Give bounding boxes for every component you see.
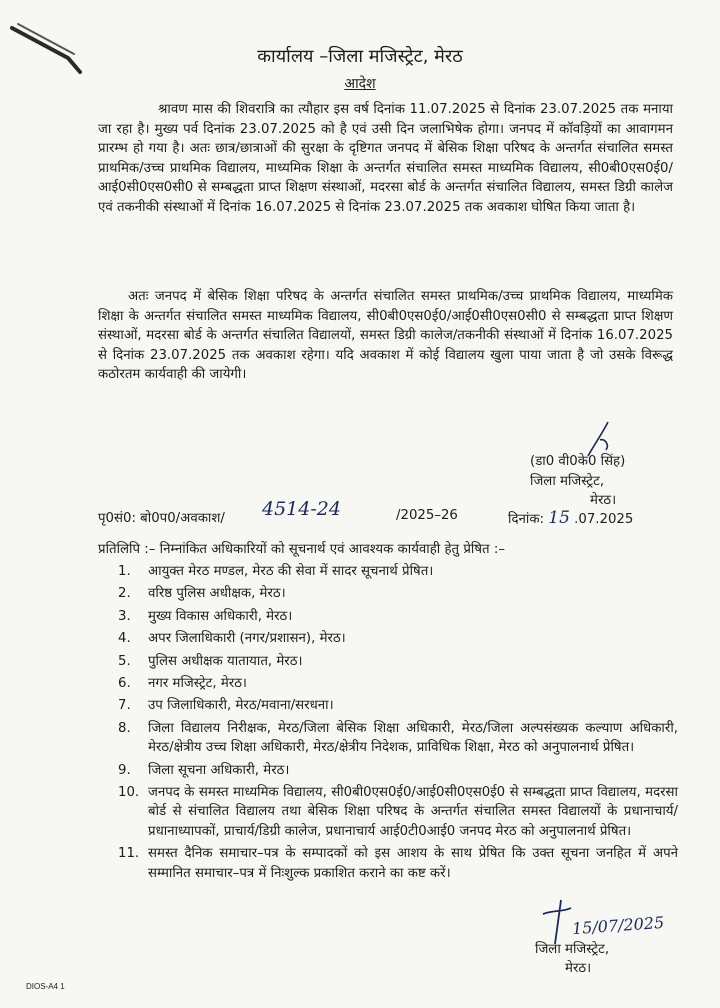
signatory-name: (डा0 वी0के0 सिंह): [530, 454, 626, 469]
order-title: आदेश: [344, 76, 376, 92]
list-item: [98, 674, 678, 693]
list-item: [98, 629, 678, 648]
list-item-text: जिला विद्यालय निरीक्षक, मेरठ/जिला बेसिक शिक्षा अधिकारी, मेरठ/जिला अल्पसंख्यक कल्याण अधिकारी, मेरठ/क्षेत्रीय उच्च शिक्षा अधिकारी, मेरठ/क्षेत्रीय निदेशक, प्राविधिक शिक्षा, मेरठ को अनुपालनार्थ प्रेषित।: [148, 720, 678, 756]
footer-code: DIOS-A4 1: [26, 982, 65, 991]
signatory-place: मेरठ।: [590, 493, 617, 508]
date-rest: .07.2025: [574, 512, 634, 527]
list-item: [98, 761, 678, 780]
date-day-handwritten: 15: [548, 508, 570, 528]
copy-list: [98, 562, 678, 886]
reference-prefix: पृ0सं0: बो0प0/अवकाश/: [98, 511, 225, 526]
list-item: [98, 783, 678, 841]
list-item: [98, 584, 678, 603]
list-item-text: मुख्य विकास अधिकारी, मेरठ।: [148, 608, 293, 624]
signatory-designation-2: जिला मजिस्ट्रेट,: [535, 942, 610, 957]
list-item-number: 5.: [118, 653, 131, 669]
signatory-designation: जिला मजिस्ट्रेट,: [530, 473, 605, 489]
list-item-number: 6.: [118, 676, 131, 692]
list-item: [98, 719, 678, 758]
order-paragraph-1: श्रावण मास की शिवरात्रि का त्यौहार इस वर्ष दिनांक 11.07.2025 से दिनांक 23.07.2025 तक मनाया जा रहा है। मुख्य पर्व दिनांक 23.07.2025 को है एवं उसी दिन जलाभिषेक होगा। जनपद में कॉवड़ियों का आवागमन प्रारम्भ हो गया है। अतः छात्र/छात्राओं की सुरक्षा के दृष्टिगत जनपद में बेसिक शिक्षा परिषद के अन्तर्गत संचालित समस्त प्राथमिक/उच्च प्राथमिक विद्यालय, माध्यमिक शिक्षा के अन्तर्गत संचालित समस्त माध्यमिक विद्यालय, सी0बी0एस0ई0/आई0सी0एस0सी0 से सम्बद्धता प्राप्त शिक्षण संस्थाओं, मदरसा बोर्ड के अन्तर्गत संचालित विद्यालय, समस्त डिग्री कालेज एवं तकनीकी संस्थाओं में दिनांक 16.07.2025 से दिनांक 23.07.2025 तक अवकाश घोषित किया जाता है।: [98, 102, 673, 215]
list-item-text: आयुक्त मेरठ मण्डल, मेरठ की सेवा में सादर सूचनार्थ प्रेषित।: [148, 564, 434, 579]
list-item-text: जिला सूचना अधिकारी, मेरठ।: [148, 762, 290, 778]
signature-block: [530, 452, 625, 511]
reference-date: [508, 508, 633, 528]
list-item-text: समस्त दैनिक समाचार–पत्र के सम्पादकों को इस आशय के साथ प्रेषित कि उक्त सूचना जनहित में अपने सम्मानित समाचार–पत्र में निःशुल्क प्रकाशित कराने का कष्ट करें।: [148, 846, 678, 881]
list-item-number: 10.: [118, 785, 140, 801]
list-item-number: 4.: [118, 631, 131, 647]
list-item: [98, 652, 678, 671]
list-item-number: 1.: [118, 564, 131, 579]
signature-scribble-icon: [535, 898, 575, 946]
list-item-text: नगर मजिस्ट्रेट, मेरठ।: [148, 676, 247, 692]
reference-year: /2025–26: [396, 508, 458, 523]
list-item-number: 8.: [118, 720, 131, 736]
reference-number-handwritten: 4514-24: [262, 498, 341, 520]
list-item-number: 7.: [118, 698, 131, 714]
list-item-number: 9.: [118, 762, 131, 778]
list-item: [98, 844, 678, 883]
office-heading: कार्यालय –जिला मजिस्ट्रेट, मेरठ: [257, 46, 463, 67]
signature-block-2: [535, 940, 609, 978]
handwritten-date: 15/07/2025: [571, 912, 665, 939]
list-item-number: 2.: [118, 586, 131, 602]
list-item-text: पुलिस अधीक्षक यातायात, मेरठ।: [148, 653, 303, 669]
list-item-text: वरिष्ठ पुलिस अधीक्षक, मेरठ।: [148, 586, 286, 602]
copy-intro: प्रतिलिपि :– निम्नांकित अधिकारियों को सूचनार्थ एवं आवश्यक कार्यवाही हेतु प्रेषित :–: [98, 542, 505, 557]
list-item: [98, 696, 678, 715]
signatory-place-2: मेरठ।: [565, 961, 592, 976]
list-item-number: 11.: [118, 846, 140, 862]
list-item: [98, 607, 678, 626]
list-item-text: अपर जिलाधिकारी (नगर/प्रशासन), मेरठ।: [148, 631, 346, 647]
date-label: दिनांक:: [508, 512, 545, 527]
list-item-number: 3.: [118, 608, 131, 624]
list-item-text: उप जिलाधिकारी, मेरठ/मवाना/सरधना।: [148, 698, 334, 714]
list-item-text: जनपद के समस्त माध्यमिक विद्यालय, सी0बी0एस0ई0/आई0सी0एस0ई0 से सम्बद्धता प्राप्त विद्यालय, मदरसा बोर्ड से संचालित विद्यालय तथा बेसिक शिक्षा परिषद के अन्तर्गत संचालित समस्त विद्यालयों के प्रधानाचार्य/प्रधानाध्यापकों, प्राचार्य/डिग्री कालेज, प्रधानाचार्य आई0टी0आई0 जनपद मेरठ को अनुपालनार्थ प्रेषित।: [148, 785, 678, 839]
order-paragraph-2: अतः जनपद में बेसिक शिक्षा परिषद के अन्तर्गत संचालित समस्त प्राथमिक/उच्च प्राथमिक विद्यालय, माध्यमिक शिक्षा के अन्तर्गत संचालित समस्त माध्यमिक विद्यालय, सी0बी0एस0ई0/आई0सी0एस0सी0 से सम्बद्धता प्राप्त शिक्षण संस्थाओं, मदरसा बोर्ड के अन्तर्गत संचालित विद्यालयों, समस्त डिग्री कालेज/तकनीकी संस्थाओं में दिनांक 16.07.2025 से दिनांक 23.07.2025 तक अवकाश रहेगा। यदि अवकाश में कोई विद्यालय खुला पाया जाता है जो उसके विरूद्ध कठोरतम कार्यवाही की जायेगी।: [98, 289, 673, 383]
list-item: [98, 562, 678, 581]
